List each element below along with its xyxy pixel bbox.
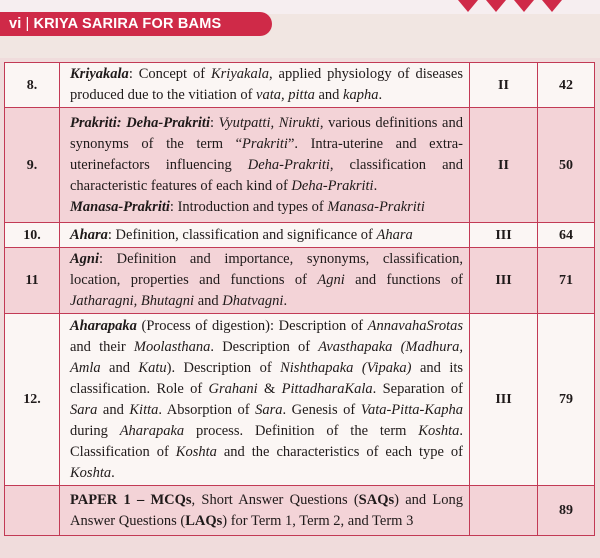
page-cell: 42 xyxy=(538,63,595,108)
chapter-number: 9. xyxy=(5,108,60,223)
chapter-number: 12. xyxy=(5,314,60,486)
decorative-triangle xyxy=(486,0,506,12)
decorative-triangle xyxy=(458,0,478,12)
chapter-number: 10. xyxy=(5,223,60,248)
contents-table xyxy=(4,62,595,536)
term-cell: III xyxy=(470,314,538,486)
term-cell: III xyxy=(470,223,538,248)
running-header xyxy=(0,12,272,36)
decorative-triangle xyxy=(542,0,562,12)
chapter-description: Ahara: Definition, classification and significance of Ahara xyxy=(60,223,470,248)
table-row xyxy=(5,108,595,223)
page-cell: 89 xyxy=(538,486,595,536)
chapter-description: Kriyakala: Concept of Kriyakala, applied physiology of diseases produced due to the vitiation of vata, pitta and kapha. xyxy=(60,63,470,108)
chapter-description: PAPER 1 – MCQs, Short Answer Questions (SAQs) and Long Answer Questions (LAQs) for Term 1, Term 2, and Term 3 xyxy=(60,486,470,536)
term-cell xyxy=(470,486,538,536)
table-row xyxy=(5,223,595,248)
table-row xyxy=(5,63,595,108)
chapter-description: Prakriti: Deha-Prakriti: Vyutpatti, Nirukti, various definitions and synonyms of the term “Prakriti”. Intra-uterine and extra-uterinefactors influencing Deha-Prakriti, classification and characteristic features of each kind of Deha-Prakriti. Manasa-Prakriti: Introduction and types of Manasa-Prakriti xyxy=(60,108,470,223)
term-cell: II xyxy=(470,63,538,108)
chapter-number: 8. xyxy=(5,63,60,108)
page-cell: 50 xyxy=(538,108,595,223)
term-cell: II xyxy=(470,108,538,223)
page-cell: 64 xyxy=(538,223,595,248)
chapter-description: Agni: Definition and importance, synonyms, classification, location, properties and functions of Agni and functions of Jatharagni, Bhutagni and Dhatvagni. xyxy=(60,248,470,314)
page-cell: 71 xyxy=(538,248,595,314)
decorative-triangle xyxy=(514,0,534,12)
chapter-number: 11 xyxy=(5,248,60,314)
chapter-description: Aharapaka (Process of digestion): Description of AnnavahaSrotas and their Moolasthana. Description of Avasthapaka (Madhura, Amla and Katu). Description of Nishthapaka (Vipaka) and its classification. Role of Grahani & PittadharaKala. Separation of Sara and Kitta. Absorption of Sara. Genesis of Vata-Pitta-Kapha during Aharapaka process. Definition of the term Koshta. Classification of Koshta and the characteristics of each type of Koshta. xyxy=(60,314,470,486)
term-cell: III xyxy=(470,248,538,314)
book-title: KRIYA SARIRA FOR BAMS xyxy=(33,16,222,32)
table-row xyxy=(5,248,595,314)
chapter-number xyxy=(5,486,60,536)
header-separator: | xyxy=(25,16,30,32)
table-row xyxy=(5,486,595,536)
table-row xyxy=(5,314,595,486)
page-cell: 79 xyxy=(538,314,595,486)
page-number: vi xyxy=(9,16,22,32)
